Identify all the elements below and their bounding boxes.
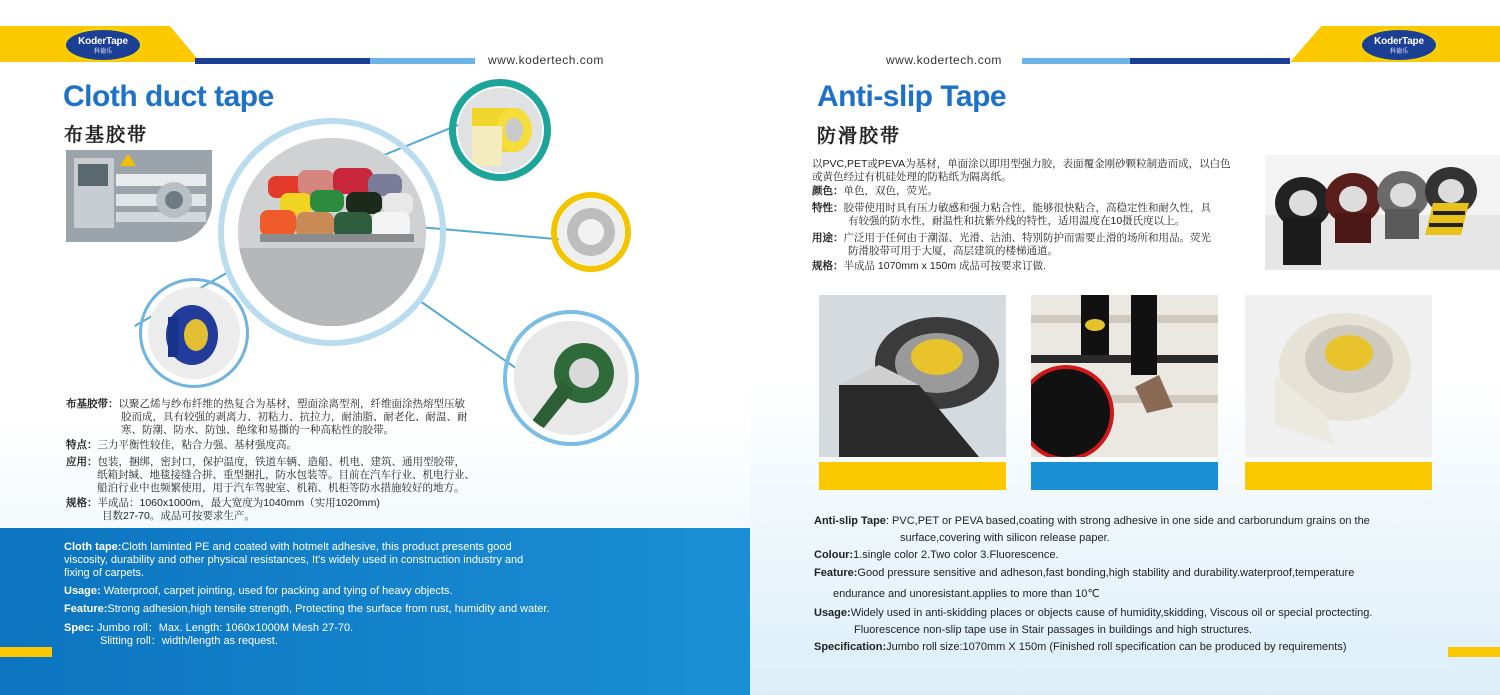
tapes-collection-photo [238, 138, 426, 326]
photo-caption-bar [1245, 462, 1432, 490]
brand-logo: KoderTape 科德乐 [64, 28, 142, 62]
page-title: Anti-slip Tape [817, 80, 1007, 113]
white-anti-slip-roll-photo [1245, 295, 1432, 457]
yellow-tape-photo [458, 88, 542, 172]
website-url: www.kodertech.com [488, 53, 604, 67]
en-feature: Feature:Strong adhesion,high tensile strength, Protecting the surface from rust, humidity and water. [64, 603, 550, 615]
cn-usage: 应用：包装，捆绑，密封口，保护温度，铁道车辆、造船、机电、建筑、通用型胶带， 纸箱封缄、地毯接缝合拼、重型捆扎，防水包装等。目前在汽车行业、机电行业、 船泊行业中也频繁使用，用于汽车驾驶室、机箱、机柜等防水措施较好的地方。 [66, 456, 475, 494]
header-blue-line [195, 58, 370, 64]
cn-spec: 规格：半成品：1060x1000m，最大宽度为1040mm（实用1020mm) 目数27-70。成品可按要求生产。 [66, 497, 380, 522]
green-tape-photo [514, 321, 628, 435]
stair-application-photo [1031, 295, 1218, 457]
cn-feature: 特点：三力平衡性较佳，粘合力强、基材强度高。 [66, 439, 297, 451]
cn-intro: 以PVC,PET或PEVA为基材，单面涂以即用型强力胶，表面覆金刚砂颗粒制造而成，以白色 或黄色经过有机硅处理的防粘纸为隔离纸。 [812, 158, 1231, 183]
page-subtitle-cn: 布基胶带 [64, 125, 149, 146]
header-blue-line [1022, 58, 1130, 64]
photo-caption-bar [819, 462, 1006, 490]
en-description: Cloth tape:Cloth laminted PE and coated with hotmelt adhesive, this product presents good viscosity, durability and other physical resistances, It's widely used in construction industry and fixing of carpets. [64, 541, 524, 579]
silver-tape-photo [558, 199, 624, 265]
photo-caption-bar [1031, 462, 1218, 490]
right-page [750, 0, 1500, 695]
header-blue-line-2 [370, 58, 475, 64]
anti-slip-rolls-photo [1265, 155, 1500, 270]
left-footer-yellow-bar [0, 647, 52, 657]
page-subtitle-cn: 防滑胶带 [817, 126, 902, 147]
cn-color: 颜色：单色，双色，荧光。 [812, 185, 938, 197]
en-feature: Feature:Good pressure sensitive and adheson,fast bonding,high stability and durability.waterproof,temperature endurance and unoresistant.applies to more than 10℃ [814, 567, 1355, 600]
cn-spec: 规格：半成品 1070mm x 150m 成品可按要求订做. [812, 260, 1046, 272]
black-anti-slip-roll-photo [819, 295, 1006, 457]
factory-photo [66, 150, 212, 242]
brand-logo: KoderTape 科德乐 [1360, 28, 1438, 62]
en-usage: Usage: Waterproof, carpet jointing, used for packing and tying of heavy objects. [64, 585, 453, 597]
header-blue-line-2 [1130, 58, 1290, 64]
en-colour: Colour:1.single color 2.Two color 3.Fluorescence. [814, 549, 1059, 561]
website-url: www.kodertech.com [886, 53, 1002, 67]
en-usage: Usage:Widely used in anti-skidding places or objects cause of humidity,skidding, Viscous oil or special proctecting. Fluorescence non-slip tape use in Stair passages in buildings and high structures. [814, 607, 1373, 636]
cn-usage: 用途：广泛用于任何由于潮湿、光滑、沾油、特别防护而需要止滑的场所和用品。荧光 防滑胶带可用于大厦，高层建筑的楼梯通道。 [812, 232, 1211, 257]
cn-feature: 特性：胶带使用时具有压力敏感和强力粘合性，能够很快粘合，高稳定性和耐久性，具 有较强的防水性，耐温性和抗紫外线的特性，适用温度在10摄氏度以上。 [812, 202, 1211, 227]
blue-tape-photo [148, 287, 240, 379]
en-specification: Specification:Jumbo roll size:1070mm X 150m (Finished roll specification can be produced by requirements) [814, 641, 1347, 653]
right-footer-yellow-bar [1448, 647, 1500, 657]
en-description: Anti-slip Tape: PVC,PET or PEVA based,coating with strong adhesive in one side and carborundum grains on the surface,covering with silicon release paper. [814, 515, 1370, 544]
en-spec: Spec: Jumbo roll：Max. Length: 1060x1000M Mesh 27-70. Slitting roll：width/length as request. [64, 622, 354, 647]
cn-description: 布基胶带：以聚乙烯与纱布纤维的热复合为基材，塑面涂离型剂，纤维面涂热熔型压敏 胶而成，具有较强的剥离力、初粘力、抗拉力，耐油脂、耐老化、耐温、耐 寒、防潮、防水、防蚀、绝缘和易撕的一种高粘性的胶带。 [66, 398, 468, 436]
page-title: Cloth duct tape [63, 80, 274, 113]
